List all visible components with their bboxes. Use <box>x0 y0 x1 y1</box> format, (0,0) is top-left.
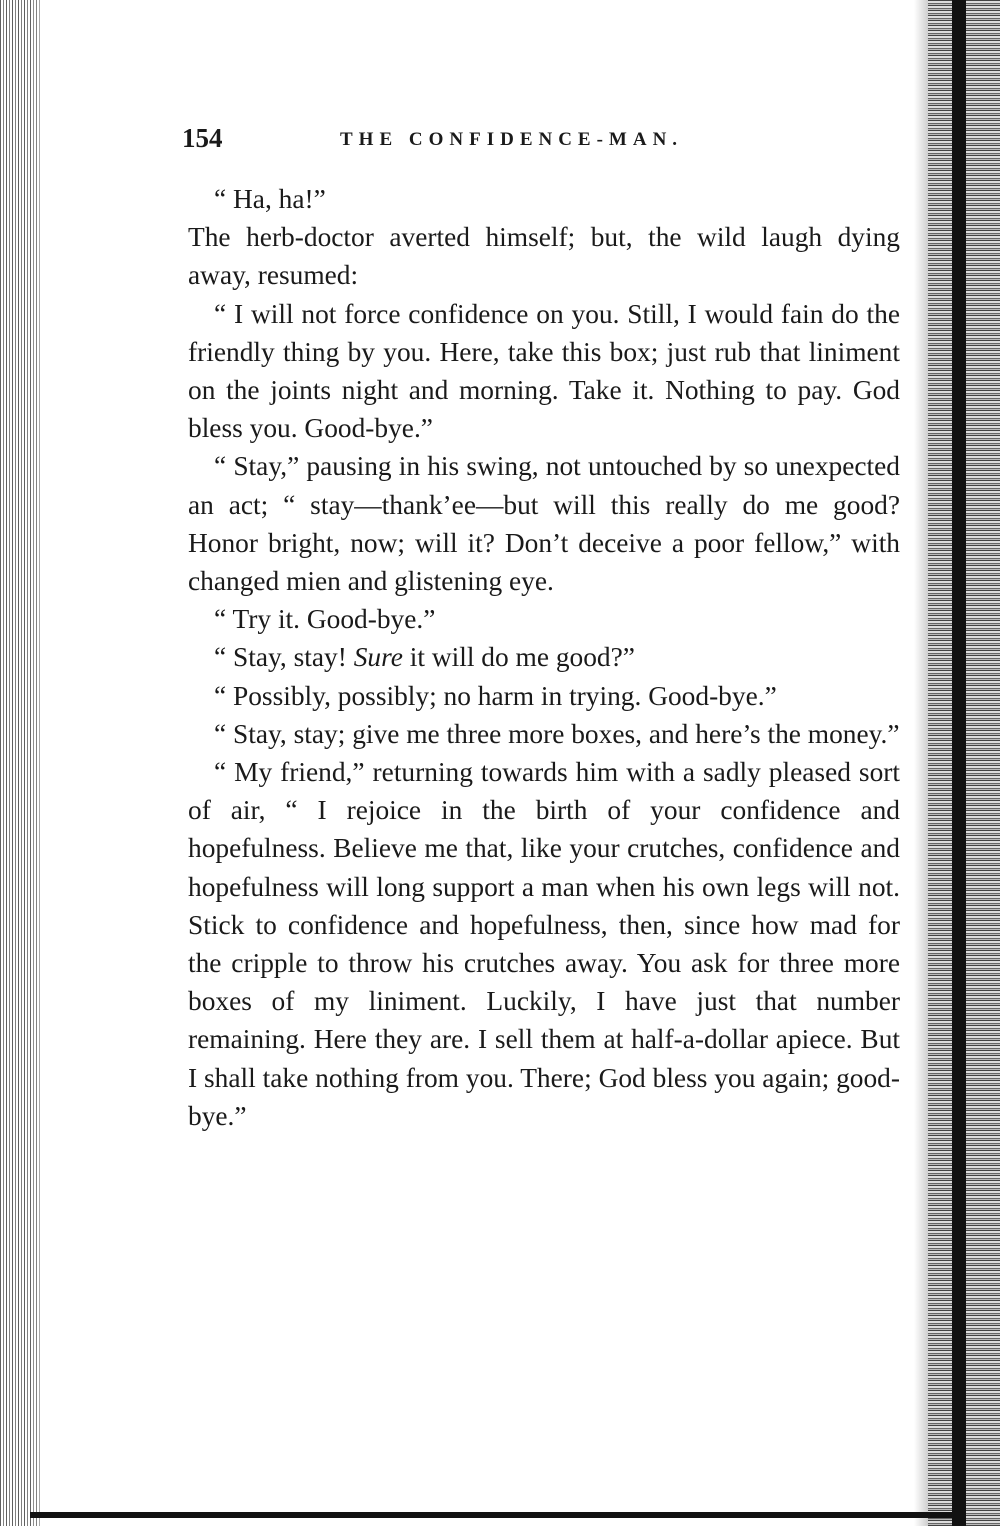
paragraph: The herb-doctor averted himself; but, the wild laugh dying away, resumed: <box>188 222 900 291</box>
paragraph: “ Stay, stay; give me three more boxes, and here’s the money.” <box>214 718 900 749</box>
left-edge-shadow <box>30 0 60 1526</box>
paragraph <box>188 638 900 676</box>
page-header <box>182 118 902 158</box>
right-edge-dark-band <box>952 0 966 1526</box>
sure-line-before: “ Stay, stay! <box>214 642 354 673</box>
paragraph: “ Possibly, possibly; no harm in trying. Good-bye.” <box>214 680 777 711</box>
paragraph: “ I will not force confidence on you. Still, I would fain do the friendly thing by you. Here, take this box; just rub that liniment on the joints night and morning. Take it. Nothing to pay. God bless you. Good-bye.” <box>188 298 900 444</box>
paragraph: “ Try it. Good-bye.” <box>214 604 436 635</box>
paragraph: “ Ha, ha!” <box>214 184 326 214</box>
sure-line-after: it will do me good?” <box>402 642 635 673</box>
right-edge-shadow <box>914 0 928 1526</box>
paragraph: “ My friend,” returning towards him with a sadly pleased sort of air, “ I rejoice in the birth of your confidence and hopefulness. Believe me that, like your crutches, confidence and hopefulness will long support a man when his own legs will not. Stick to confidence and hopefulness, then, since how mad for the cripple to throw his crutches away. You ask for three more boxes of my liniment. Luckily, I have just that number remaining. Here they are. I sell them at half-a-dollar apiece. But I shall take nothing from you. There; God bless you again; good-bye.” <box>188 757 900 1131</box>
sure-emphasis: Sure <box>353 642 403 673</box>
page-number: 154 <box>182 123 223 153</box>
bottom-page-edge <box>30 1512 960 1518</box>
paragraph: “ Stay,” pausing in his swing, not untouched by so unexpected an act; “ stay—thank’ee—but will this really do me good? Honor bright, now; will it? Don’t deceive a poor fellow,” with changed mien and glistening eye. <box>188 451 900 597</box>
running-head: THE CONFIDENCE-MAN. <box>340 129 684 150</box>
body-text <box>188 180 900 1135</box>
